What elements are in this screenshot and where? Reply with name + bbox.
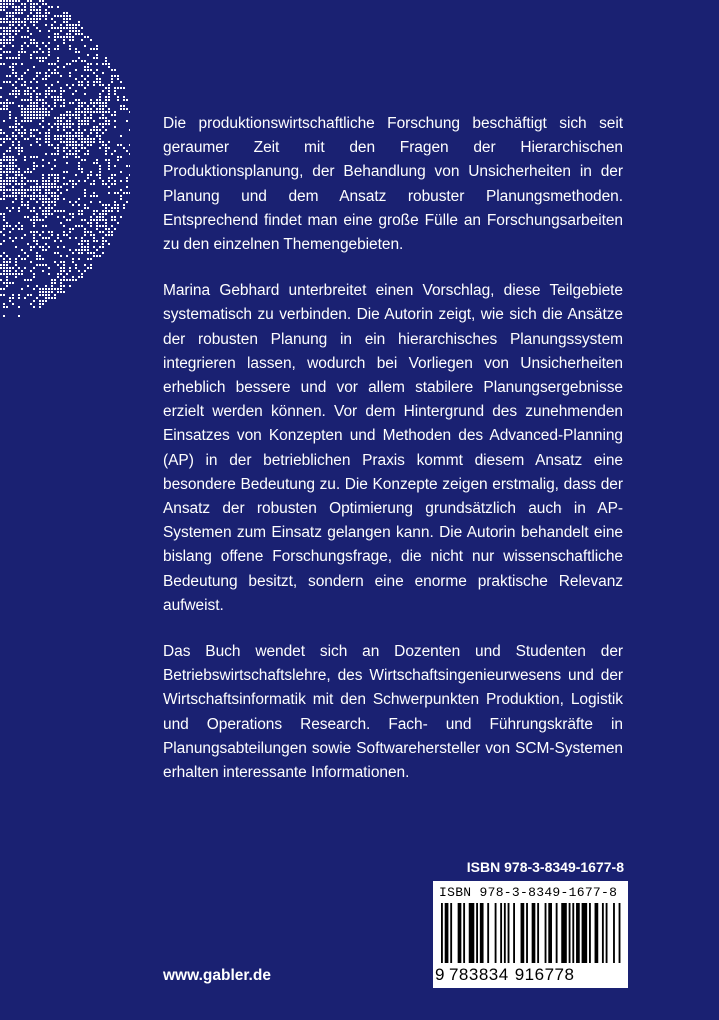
- barcode-digits-left: 783834: [448, 965, 509, 984]
- barcode-digit-first: 9: [435, 965, 445, 984]
- blurb-paragraph-2: Marina Gebhard unterbreitet einen Vorschlag, diese Teilgebiete systematisch zu verbinden. Die Autorin zeigt, wie sich die Ansätze der robusten Planung in ein hierarchisches Planungssystem integrieren lassen, wodurch bei Vorliegen von Unsicherheiten erheblich bessere und vor allem stabilere Planungsergebnisse erzielt werden können. Vor dem Hintergrund des zunehmenden Einsatzes von Konzepten und Methoden des Advanced-Planning (AP) in der betrieblichen Praxis kommt diesem Ansatz eine besondere Bedeutung zu. Die Konzepte zeigen erstmalig, dass der Ansatz der robusten Optimierung grundsätzlich auch in AP-Systemen zum Einsatz gelangen kann. Die Autorin behandelt eine bislang offene Forschungsfrage, die nicht nur wissenschaftliche Bedeutung besitzt, sondern eine enorme praktische Relevanz aufweist.: [163, 282, 623, 614]
- publisher-website: www.gabler.de: [163, 967, 271, 984]
- globe-image-icon: [0, 0, 130, 318]
- barcode-digits-right: 916778: [514, 965, 575, 984]
- blurb-paragraph-3: Das Buch wendet sich an Dozenten und Studenten der Betriebswirtschaftslehre, des Wirtschaftsingenieurwesens und der Wirtschaftsinformatik mit den Schwerpunkten Produktion, Logistik und Operations Research. Fach- und Führungskräfte in Planungsabteilungen sowie Softwarehersteller von SCM-Systemen erhalten interessante Informationen.: [163, 643, 623, 782]
- globe-image: [0, 0, 130, 318]
- barcode-digits: [435, 965, 574, 985]
- barcode-isbn-text: ISBN 978-3-8349-1677-8: [439, 885, 618, 900]
- blurb-paragraph-1: Die produktionswirtschaftliche Forschung beschäftigt sich seit geraumer Zeit mit den Fragen der Hierarchischen Produktionsplanung, der Behandlung von Unsicherheiten in der Planung und dem Ansatz robuster Planungsmethoden. Entsprechend findet man eine große Fülle an Forschungsarbeiten zu den einzelnen Themengebieten.: [163, 115, 623, 254]
- barcode: [433, 881, 628, 988]
- barcode-icon: [439, 903, 621, 963]
- blurb-text: [163, 112, 623, 807]
- isbn-label: ISBN 978-3-8349-1677-8: [466, 859, 624, 875]
